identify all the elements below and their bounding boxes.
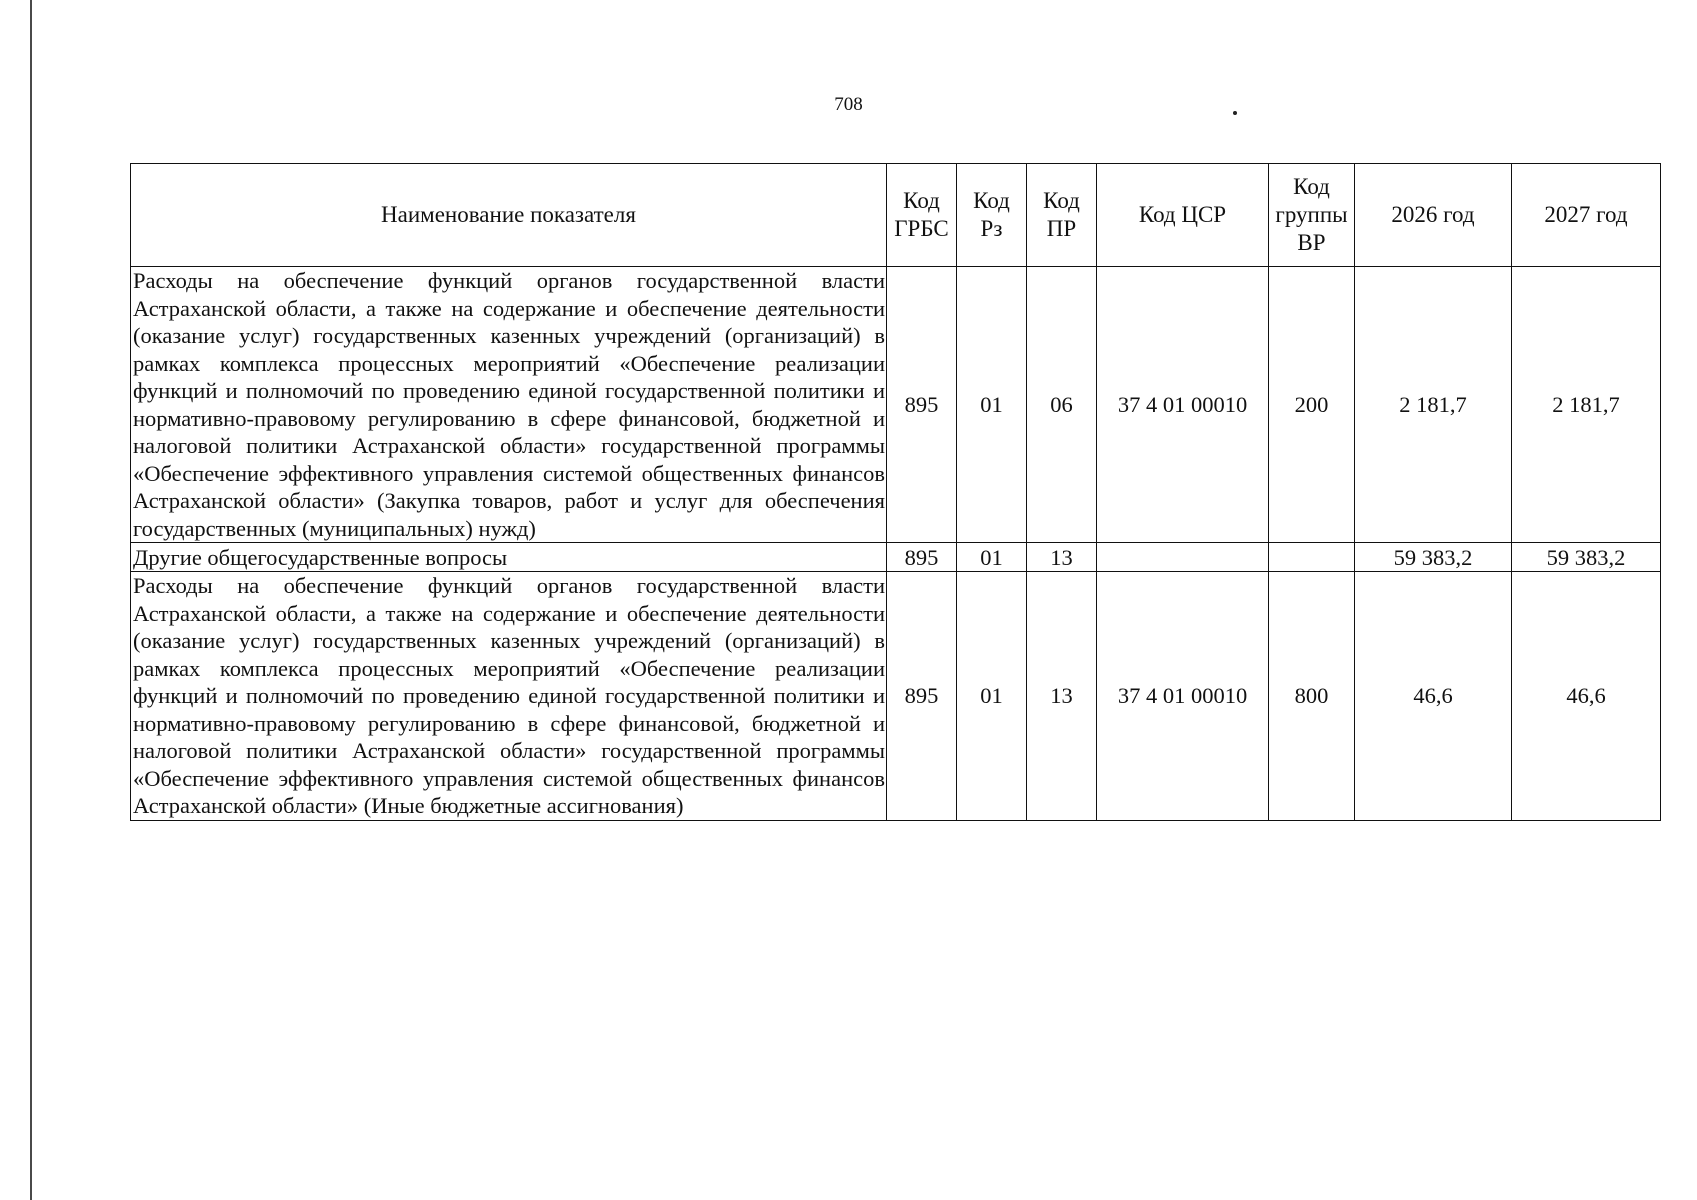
row-vr: 200	[1269, 267, 1355, 543]
row-grbs: 895	[887, 267, 957, 543]
header-2026: 2026 год	[1355, 164, 1512, 267]
row-2026: 2 181,7	[1355, 267, 1512, 543]
scan-speck	[1233, 111, 1237, 115]
row-rz: 01	[957, 572, 1027, 821]
table-row	[131, 572, 1661, 821]
row-rz: 01	[957, 543, 1027, 572]
table-header-row	[131, 164, 1661, 267]
page-number: 708	[834, 94, 863, 115]
header-name: Наименование показателя	[131, 164, 887, 267]
header-pr: Код ПР	[1027, 164, 1097, 267]
row-pr: 13	[1027, 543, 1097, 572]
row-2026: 46,6	[1355, 572, 1512, 821]
row-2026: 59 383,2	[1355, 543, 1512, 572]
row-pr: 13	[1027, 572, 1097, 821]
row-csr: 37 4 01 00010	[1097, 572, 1269, 821]
row-name: Расходы на обеспечение функций органов государственной власти Астраханской области, а также на содержание и обеспечение деятельности (оказание услуг) государственных казенных учреждений (организаций) в рамках комплекса процессных мероприятий «Обеспечение реализации функций и полномочий по проведению единой государственной политики и нормативно-правовому регулированию в сфере финансовой, бюджетной и налоговой политики Астраханской области» государственной программы «Обеспечение эффективного управления системой общественных финансов Астраханской области» (Иные бюджетные ассигнования)	[131, 572, 887, 821]
header-rz: Код Рз	[957, 164, 1027, 267]
table-row	[131, 543, 1661, 572]
row-vr: 800	[1269, 572, 1355, 821]
row-name: Расходы на обеспечение функций органов государственной власти Астраханской области, а также на содержание и обеспечение деятельности (оказание услуг) государственных казенных учреждений (организаций) в рамках комплекса процессных мероприятий «Обеспечение реализации функций и полномочий по проведению единой государственной политики и нормативно-правовому регулированию в сфере финансовой, бюджетной и налоговой политики Астраханской области» государственной программы «Обеспечение эффективного управления системой общественных финансов Астраханской области» (Закупка товаров, работ и услуг для обеспечения государственных (муниципальных) нужд)	[131, 267, 887, 543]
header-vr: Код группы ВР	[1269, 164, 1355, 267]
header-grbs: Код ГРБС	[887, 164, 957, 267]
row-name: Другие общегосударственные вопросы	[131, 543, 887, 572]
scan-edge-line	[30, 0, 32, 1200]
header-csr: Код ЦСР	[1097, 164, 1269, 267]
row-csr: 37 4 01 00010	[1097, 267, 1269, 543]
row-2027: 2 181,7	[1512, 267, 1661, 543]
budget-table	[130, 163, 1661, 821]
row-2027: 46,6	[1512, 572, 1661, 821]
table-row	[131, 267, 1661, 543]
row-pr: 06	[1027, 267, 1097, 543]
header-2027: 2027 год	[1512, 164, 1661, 267]
row-2027: 59 383,2	[1512, 543, 1661, 572]
row-csr	[1097, 543, 1269, 572]
row-grbs: 895	[887, 572, 957, 821]
row-rz: 01	[957, 267, 1027, 543]
row-grbs: 895	[887, 543, 957, 572]
row-vr	[1269, 543, 1355, 572]
